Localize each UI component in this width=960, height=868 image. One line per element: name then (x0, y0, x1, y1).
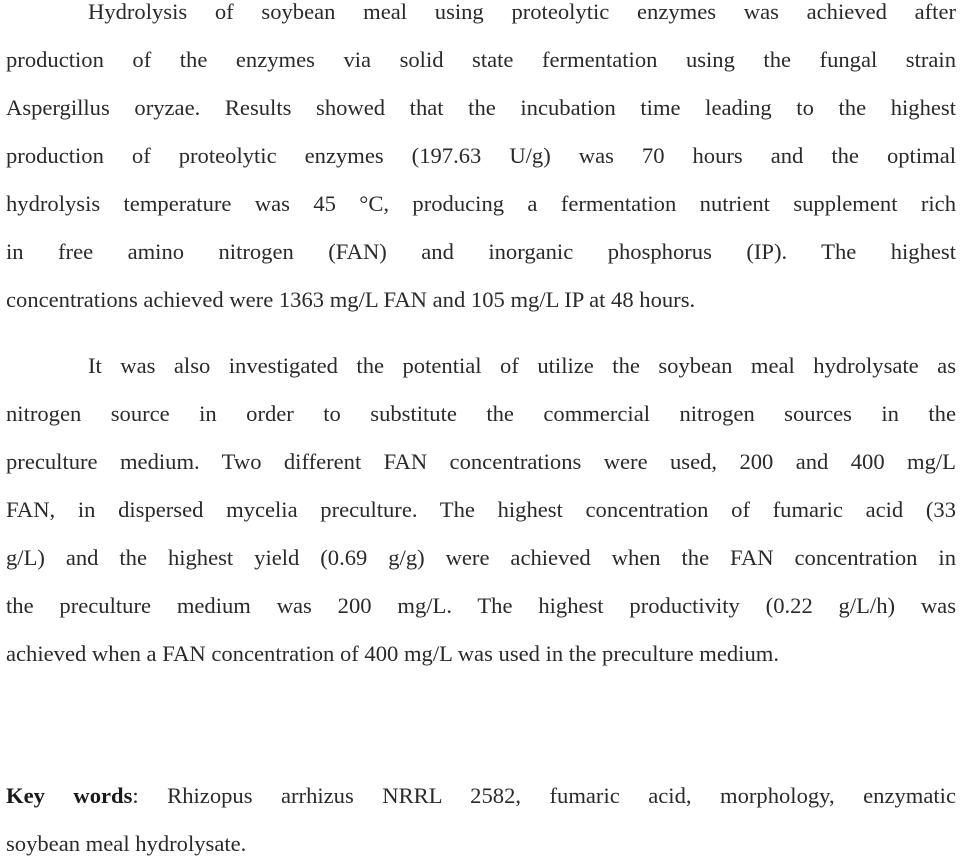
paragraph-spacer (6, 324, 956, 342)
paragraph-line: hydrolysis temperature was 45 °C, producing a fermentation nutrient supplement rich (6, 191, 956, 216)
paragraph-line: g/L) and the highest yield (0.69 g/g) were achieved when the FAN concentration in (6, 545, 956, 570)
paragraph-line: Hydrolysis of soybean meal using proteolytic enzymes was achieved after (88, 0, 956, 24)
paragraph-line: achieved when a FAN concentration of 400 mg/L was used in the preculture medium. (6, 641, 779, 666)
paragraph-line: concentrations achieved were 1363 mg/L FAN and 105 mg/L IP at 48 hours. (6, 287, 696, 312)
keywords-line: soybean meal hydrolysate. (6, 831, 247, 856)
document-page (6, 0, 956, 868)
abstract-paragraph-2 (6, 342, 956, 678)
paragraph-line: nitrogen source in order to substitute the commercial nitrogen sources in the (6, 401, 956, 426)
keywords-line (6, 772, 956, 820)
keywords-separator: : (132, 783, 139, 808)
paragraph-line: production of proteolytic enzymes (197.63 U/g) was 70 hours and the optimal (6, 143, 956, 168)
paragraph-line: production of the enzymes via solid state fermentation using the fungal strain (6, 47, 956, 72)
section-spacer (6, 678, 956, 772)
paragraph-line: FAN, in dispersed mycelia preculture. The highest concentration of fumaric acid (33 (6, 497, 956, 522)
abstract-paragraph-1 (6, 0, 956, 324)
keywords-label: Key words (6, 783, 133, 808)
paragraph-line: in free amino nitrogen (FAN) and inorganic phosphorus (IP). The highest (6, 239, 956, 264)
paragraph-line: preculture medium. Two different FAN concentrations were used, 200 and 400 mg/L (6, 449, 956, 474)
paragraph-line: It was also investigated the potential of utilize the soybean meal hydrolysate as (88, 353, 956, 378)
paragraph-line: Aspergillus oryzae. Results showed that the incubation time leading to the highest (6, 95, 956, 120)
keywords-text: Rhizopus arrhizus NRRL 2582, fumaric acid, morphology, enzymatic (138, 783, 956, 808)
keywords-section (6, 772, 956, 868)
paragraph-line: the preculture medium was 200 mg/L. The highest productivity (0.22 g/L/h) was (6, 593, 956, 618)
